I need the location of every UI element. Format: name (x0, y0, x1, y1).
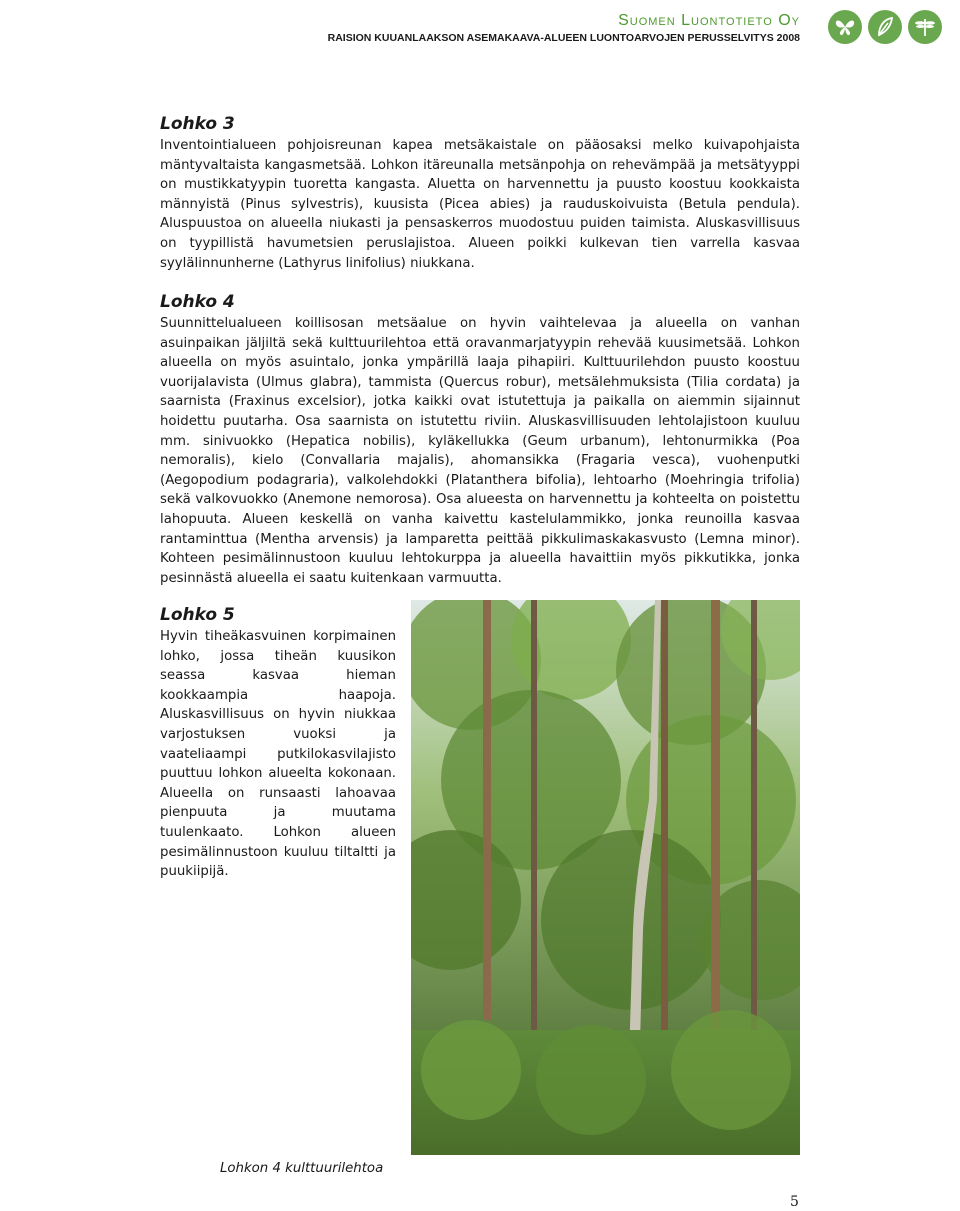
section-lohko-3 (160, 114, 800, 273)
section-text: Inventointialueen pohjoisreunan kapea metsäkaistale on pääosaksi melko kuivapohjaista mäntyvaltaista kangasmetsää. Lohkon itäreunalla metsänpohja on rehevämpää ja metsätyyppi on mustikkatyypin tuoretta kangasta. Aluetta on harvennettu ja puusto koostuu kookkaista männyistä (Pinus sylvestris), kuusista (Picea abies) ja rauduskoivuista (Betula pendula). Aluspuustoa on alueella niukasti ja pensaskerros muodostuu puiden taimista. Aluskasvillisuus on tyypillistä havumetsien peruslajistoa. Alueen poikki kulkevan tien varrella kasvaa syylälinnunherne (Lathyrus linifolius) niukkana. (160, 138, 800, 271)
section-heading: Lohko 3 (160, 114, 235, 134)
page-number: 5 (790, 1194, 799, 1210)
leaf-icon (868, 10, 902, 44)
dragonfly-icon (908, 10, 942, 44)
section-text: Hyvin tiheäkasvuinen korpimainen lohko, jossa tiheän kuusikon seassa kasvaa hieman kookkaampia haapoja. Aluskasvillisuus on hyvin niukkaa varjostuksen vuoksi ja vaateliaampi putkilokasvilajisto puuttuu lohkon alueelta kokonaan. Alueella on runsaasti lahoavaa pienpuuta ja muutama tuulenkaato. Lohkon alueen pesimälinnustoon kuuluu tiltaltti ja puukiipijä. (160, 629, 396, 880)
section-heading: Lohko 4 (160, 292, 235, 312)
section-text: Suunnittelualueen koillisosan metsäalue on hyvin vaihtelevaa ja alueella on vanhan asuinpaikan jäljiltä sekä kulttuurilehtoa että oravanmarjatyypin rehevää kuusimetsää. Lohkon alueella on myös asuintalo, jonka ympärillä laaja pihapiiri. Kulttuurilehdon puusto koostuu vuorijalavista (Ulmus glabra), tammista (Quercus robur), metsälehmuksista (Tilia cordata) ja saarnista (Fraxinus excelsior), jotka kaikki ovat istutettuja ja paikalla on aiemmin sijainnut hoidettu puutarha. Osa saarnista on istutettu riviin. Aluskasvillisuuden lehtolajistoon kuuluu mm. sinivuokko (Hepatica nobilis), kyläkellukka (Geum urbanum), lehtonurmikka (Poa nemoralis), kielo (Convallaria majalis), ahomansikka (Fragaria vesca), vuohenputki (Aegopodium podagraria), valkolehdokki (Platanthera bifolia), lehtoarho (Moehringia trifolia) sekä valkovuokko (Anemone nemorosa). Osa alueesta on harvennettu ja kohteelta on poistettu lahopuuta. Alueen keskellä on vanha kaivettu kastelulammikko, jonka reunoilla kasvaa rantaminttua (Mentha arvensis) ja lamparetta peittää pikkulimaskakasvusto (Lemna minor). Kohteen pesimälinnustoon kuuluu lehtokurppa ja alueella havaittiin myös pikkutikka, jonka pesinnästä alueella ei saatu kuitenkaan varmuutta. (160, 316, 800, 586)
section-lohko-4 (160, 292, 800, 588)
photo-caption: Lohkon 4 kulttuurilehtoa (220, 1161, 384, 1176)
forest-photo (411, 600, 800, 1155)
company-name: Suomen Luontotieto Oy (618, 12, 800, 29)
butterfly-icon (828, 10, 862, 44)
section-lohko-5 (160, 605, 396, 882)
logo-group (828, 10, 942, 46)
section-heading: Lohko 5 (160, 605, 235, 625)
report-title: RAISION KUUANLAAKSON ASEMAKAAVA-ALUEEN LUONTOARVOJEN PERUSSELVITYS 2008 (327, 32, 800, 44)
page-header (0, 0, 960, 56)
